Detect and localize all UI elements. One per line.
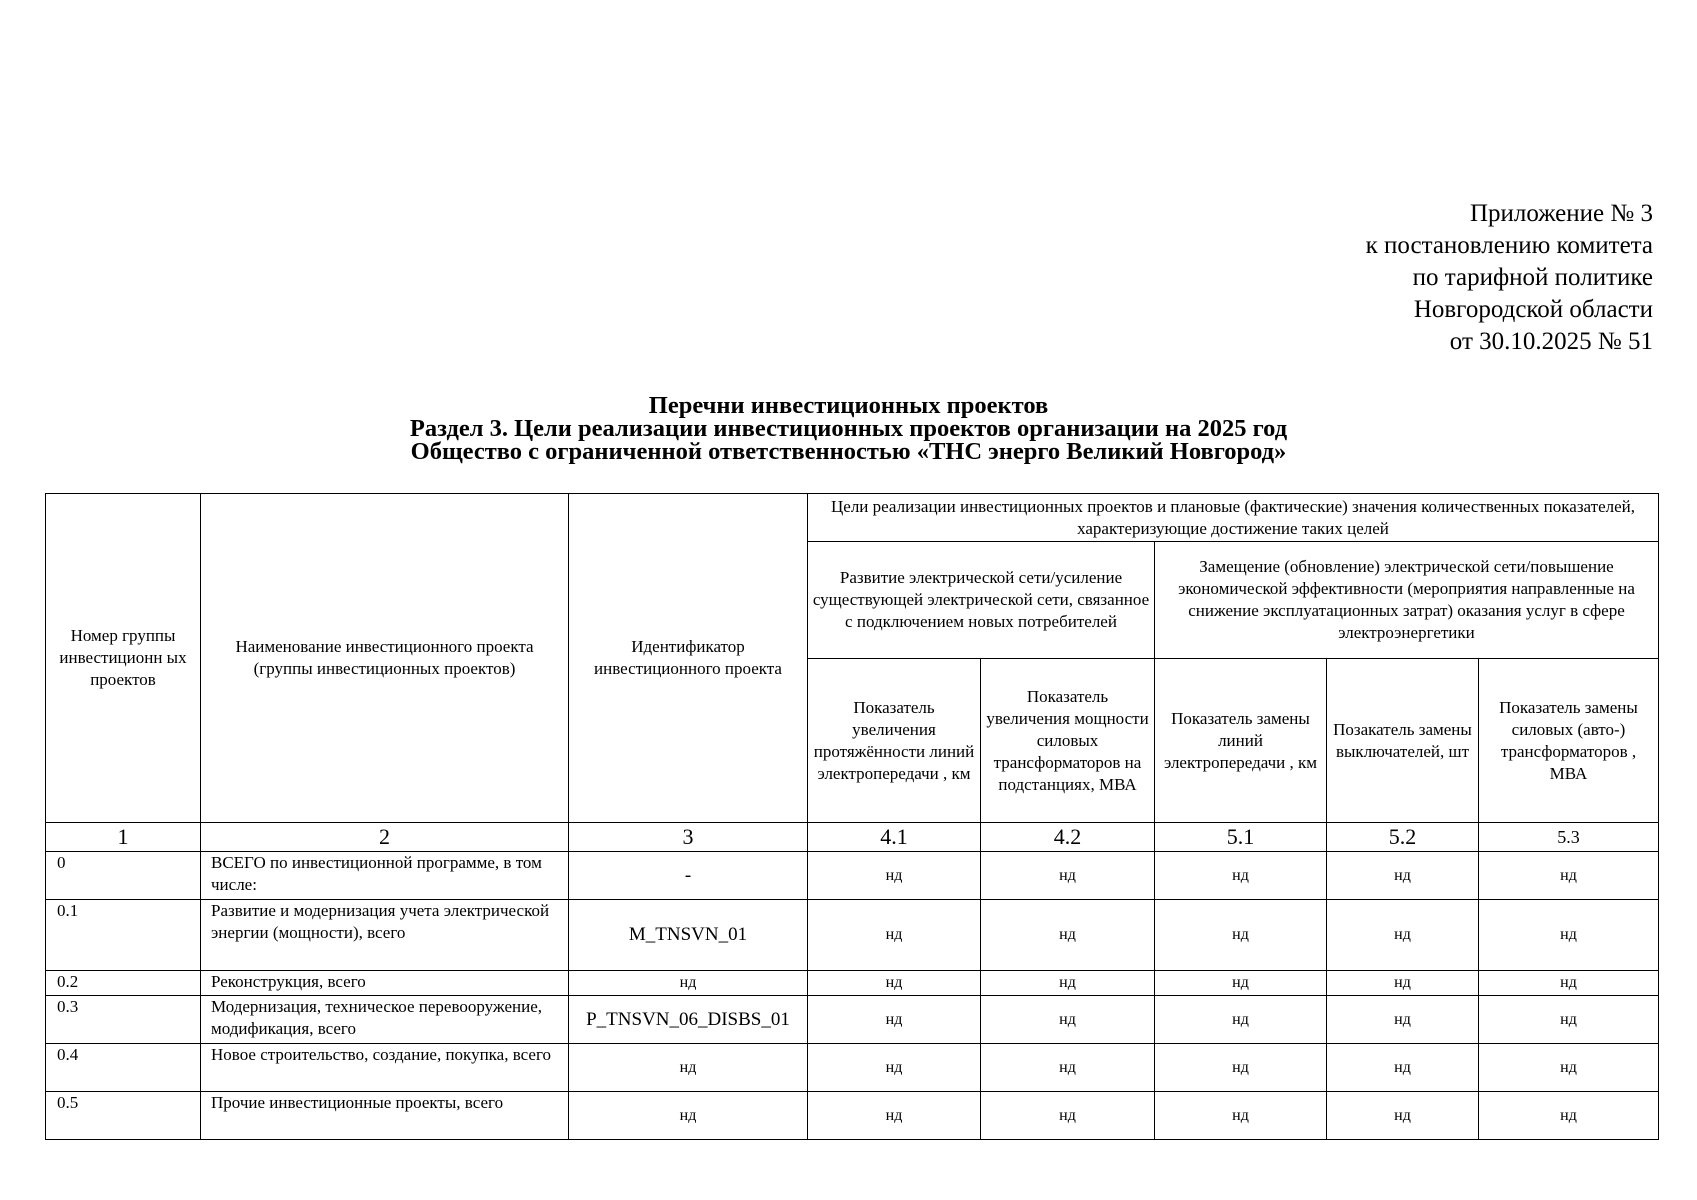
row-value-4-1: нд — [808, 900, 981, 971]
row-number: 0.3 — [46, 996, 201, 1044]
row-value-5-1: нд — [1155, 1092, 1327, 1140]
row-identifier: P_TNSVN_06_DISBS_01 — [569, 996, 808, 1044]
header-replacement: Замещение (обновление) электрической сети/повышение экономической эффективности (мероприятия направленные на снижение эксплуатационных затрат) оказания услуг в сфере электроэнергетики — [1155, 542, 1659, 659]
appendix-line: к постановлению комитета — [1365, 232, 1653, 259]
row-value-5-2: нд — [1327, 900, 1479, 971]
appendix-line: Приложение № 3 — [1469, 200, 1653, 227]
title-line-3: Общество с ограниченной ответственностью «ТНС энерго Великий Новгород» — [410, 438, 1287, 465]
header-indicator-4-2: Показатель увеличения мощности силовых трансформаторов на подстанциях, МВА — [981, 659, 1155, 823]
header-indicator-5-3: Показатель замены силовых (авто-) трансформаторов , МВА — [1479, 659, 1659, 823]
document-title — [0, 394, 1697, 463]
row-value-4-2: нд — [981, 971, 1155, 996]
column-number: 5.3 — [1479, 823, 1659, 852]
row-value-4-2: нд — [981, 852, 1155, 900]
row-value-4-1: нд — [808, 1044, 981, 1092]
row-value-5-2: нд — [1327, 996, 1479, 1044]
table-row — [46, 900, 1659, 971]
row-identifier: нд — [569, 1044, 808, 1092]
row-number: 0.5 — [46, 1092, 201, 1140]
header-indicator-5-2: Позакатель замены выключателей, шт — [1327, 659, 1479, 823]
row-name: ВСЕГО по инвестиционной программе, в том числе: — [201, 852, 569, 900]
header-indicator-4-1: Показатель увеличения протяжённости линий электропередачи , км — [808, 659, 981, 823]
row-value-5-2: нд — [1327, 852, 1479, 900]
row-value-5-1: нд — [1155, 1044, 1327, 1092]
header-goals: Цели реализации инвестиционных проектов и плановые (фактические) значения количественных показателей, характеризующие достижение таких целей — [808, 494, 1659, 542]
row-value-5-2: нд — [1327, 1044, 1479, 1092]
row-number: 0.4 — [46, 1044, 201, 1092]
title-line-2: Раздел 3. Цели реализации инвестиционных проектов организации на 2025 год — [409, 415, 1288, 442]
row-value-5-3: нд — [1479, 996, 1659, 1044]
row-name: Прочие инвестиционные проекты, всего — [201, 1092, 569, 1140]
investment-goals-table — [45, 493, 1659, 1140]
column-number: 3 — [569, 823, 808, 852]
row-value-4-1: нд — [808, 996, 981, 1044]
row-name: Модернизация, техническое перевооружение, модификация, всего — [201, 996, 569, 1044]
column-number: 1 — [46, 823, 201, 852]
row-value-5-1: нд — [1155, 971, 1327, 996]
row-value-5-3: нд — [1479, 900, 1659, 971]
row-number: 0.2 — [46, 971, 201, 996]
row-value-5-2: нд — [1327, 1092, 1479, 1140]
row-value-4-1: нд — [808, 971, 981, 996]
column-number: 4.2 — [981, 823, 1155, 852]
row-identifier: нд — [569, 1092, 808, 1140]
row-value-4-2: нд — [981, 900, 1155, 971]
row-identifier: M_TNSVN_01 — [569, 900, 808, 971]
row-value-4-2: нд — [981, 996, 1155, 1044]
table-row — [46, 996, 1659, 1044]
row-number: 0 — [46, 852, 201, 900]
appendix-line: от 30.10.2025 № 51 — [1449, 328, 1653, 355]
table-row — [46, 852, 1659, 900]
row-value-5-3: нд — [1479, 852, 1659, 900]
column-number: 5.1 — [1155, 823, 1327, 852]
row-number: 0.1 — [46, 900, 201, 971]
appendix-line: по тарифной политике — [1412, 264, 1653, 291]
column-number: 5.2 — [1327, 823, 1479, 852]
header-indicator-5-1: Показатель замены линий электропередачи , км — [1155, 659, 1327, 823]
row-value-5-2: нд — [1327, 971, 1479, 996]
column-number: 4.1 — [808, 823, 981, 852]
row-identifier: - — [569, 852, 808, 900]
row-value-4-1: нд — [808, 852, 981, 900]
row-value-5-1: нд — [1155, 852, 1327, 900]
row-value-5-3: нд — [1479, 971, 1659, 996]
header-group-number: Номер группы инвестиционн ых проектов — [46, 494, 201, 823]
table-row — [46, 1092, 1659, 1140]
header-project-name: Наименование инвестиционного проекта (группы инвестиционных проектов) — [201, 494, 569, 823]
row-value-4-2: нд — [981, 1044, 1155, 1092]
appendix-line: Новгородской области — [1413, 296, 1653, 323]
row-value-4-1: нд — [808, 1092, 981, 1140]
row-identifier: нд — [569, 971, 808, 996]
row-value-5-1: нд — [1155, 996, 1327, 1044]
appendix-block — [1366, 198, 1653, 358]
table-row — [46, 971, 1659, 996]
header-development: Развитие электрической сети/усиление существующей электрической сети, связанное с подключением новых потребителей — [808, 542, 1155, 659]
row-value-5-3: нд — [1479, 1044, 1659, 1092]
row-name: Развитие и модернизация учета электрической энергии (мощности), всего — [201, 900, 569, 971]
row-value-5-3: нд — [1479, 1092, 1659, 1140]
table-row — [46, 1044, 1659, 1092]
row-value-5-1: нд — [1155, 900, 1327, 971]
row-name: Новое строительство, создание, покупка, всего — [201, 1044, 569, 1092]
column-number: 2 — [201, 823, 569, 852]
title-line-1: Перечни инвестиционных проектов — [648, 392, 1049, 419]
row-value-4-2: нд — [981, 1092, 1155, 1140]
row-name: Реконструкция, всего — [201, 971, 569, 996]
header-identifier: Идентификатор инвестиционного проекта — [569, 494, 808, 823]
